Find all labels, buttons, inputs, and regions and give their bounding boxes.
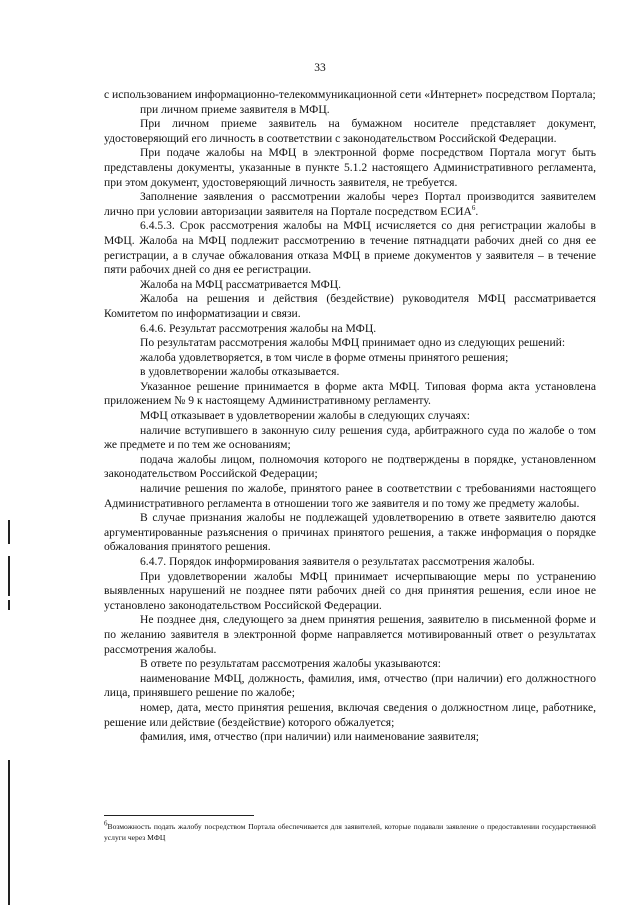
paragraph-text: 6.4.7. Порядок информирования заявителя о результатах рассмотрения жалобы. (140, 555, 535, 568)
paragraph-text: в удовлетворении жалобы отказывается. (140, 365, 340, 379)
paragraph-text: подача жалобы лицом, полномочия которого не подтверждены в порядке, установленном законодательством Российской Федерации; (104, 452, 596, 481)
paragraph-text: В случае признания жалобы не подлежащей удовлетворению в ответе заявителю даются аргументированные разъяснения о причинах принятого решения, а также информация о порядке обжалования принятого решения. (104, 511, 596, 554)
paragraph-text: МФЦ отказывает в удовлетворении жалобы в следующих случаях: (140, 409, 470, 423)
paragraph (104, 278, 596, 293)
paragraph-text: Жалоба на МФЦ рассматривается МФЦ. (140, 277, 342, 291)
paragraph (104, 351, 596, 366)
footnote-text: Возможность подать жалобу посредством Портала обеспечивается для заявителей, которые подавали заявление о предоставлении государственной услуги через МФЦ (104, 822, 596, 842)
paragraph (104, 672, 596, 701)
page-number: 33 (314, 62, 326, 74)
scan-margin-mark (8, 600, 10, 610)
paragraph-text: Указанное решение принимается в форме акта МФЦ. Типовая форма акта установлена приложением № 9 к настоящему Административному регламенту. (104, 379, 596, 408)
paragraph (104, 701, 596, 730)
paragraph (104, 453, 596, 482)
paragraph-text: При личном приеме заявитель на бумажном носителе представляет документ, удостоверяющий его личность в соответствии с законодательством Российской Федерации. (104, 117, 596, 145)
paragraph-text: При удовлетворении жалобы МФЦ принимает исчерпывающие меры по устранению выявленных нарушений не позднее пяти рабочих дней со дня принятия решения, если иное не установлено законодательством Российской Федерации. (104, 569, 596, 612)
paragraph (104, 146, 596, 190)
paragraph-text: 6.4.6. Результат рассмотрения жалобы на МФЦ. (140, 321, 377, 335)
paragraph (104, 88, 596, 103)
footnote (104, 819, 596, 843)
paragraph (104, 730, 596, 745)
paragraph (104, 424, 596, 453)
paragraph-text: фамилия, имя, отчество (при наличии) или наименование заявителя; (140, 730, 480, 744)
paragraph-text: наличие вступившего в законную силу решения суда, арбитражного суда по жалобе о том же предмете и по тем же основаниям; (104, 423, 596, 452)
paragraph (104, 292, 596, 321)
paragraph (104, 409, 596, 424)
paragraph (104, 570, 596, 614)
paragraph (104, 117, 596, 146)
paragraph (104, 103, 596, 118)
paragraph (104, 322, 596, 337)
scan-margin-mark (8, 760, 10, 905)
paragraph-text: По результатам рассмотрения жалобы МФЦ принимает одно из следующих решений: (140, 336, 566, 350)
scan-margin-mark (8, 520, 10, 544)
paragraph (104, 190, 596, 219)
paragraph (104, 365, 596, 380)
paragraph-text: При подаче жалобы на МФЦ в электронной форме посредством Портала могут быть представлены документы, указанные в пункте 5.1.2 настоящего Административного регламента, при этом документ, удостоверяющий личность заявителя, не требуется. (104, 146, 596, 189)
paragraph (104, 219, 596, 277)
paragraph (104, 482, 596, 511)
paragraph (104, 511, 596, 555)
paragraph (104, 336, 596, 351)
body-text (104, 88, 596, 745)
paragraph (104, 657, 596, 672)
paragraph-text: при личном приеме заявителя в МФЦ. (140, 102, 330, 116)
paragraph-text: Жалоба на решения и действия (бездействие) руководителя МФЦ рассматривается Комитетом по информатизации и связи. (104, 292, 596, 320)
paragraph-text: жалоба удовлетворяется, в том числе в форме отмены принятого решения; (140, 350, 509, 364)
footnote-reference: 6 (471, 203, 476, 212)
paragraph-text: 6.4.5.3. Срок рассмотрения жалобы на МФЦ исчисляется со дня регистрации жалобы в МФЦ. Жалоба на МФЦ подлежит рассмотрению в течение пятнадцати рабочих дней со дня ее регистрации, а в случае обжалования отказа МФЦ в приеме документов у заявителя – в течение пяти рабочих дней со дня ее регистрации. (104, 219, 596, 277)
scan-margin-mark (8, 556, 10, 596)
paragraph-text: номер, дата, место принятия решения, включая сведения о должностном лице, работнике, решение или действие (бездействие) которого обжалуется; (104, 700, 596, 729)
paragraph-text: Не позднее дня, следующего за днем принятия решения, заявителю в письменной форме и по желанию заявителя в электронной форме направляется мотивированный ответ о результатах рассмотрения жалобы. (104, 613, 596, 656)
paragraph-text: В ответе по результатам рассмотрения жалобы указываются: (140, 657, 441, 671)
paragraph (104, 380, 596, 409)
paragraph-text: с использованием информационно-телекоммуникационной сети «Интернет» посредством Портала; (104, 88, 596, 101)
paragraph-text: Заполнение заявления о рассмотрении жалобы через Портал производится заявителем лично при условии авторизации заявителя на Портале посредством ЕСИА (104, 190, 596, 218)
footnote-marker: 6 (104, 819, 108, 828)
paragraph (104, 555, 596, 570)
footnote-separator (104, 815, 254, 816)
paragraph (104, 613, 596, 657)
paragraph-text: наименование МФЦ, должность, фамилия, имя, отчество (при наличии) его должностного лица, принявшего решение по жалобе; (104, 671, 596, 700)
paragraph-tail: . (475, 204, 479, 218)
paragraph-text: наличие решения по жалобе, принятого ранее в соответствии с требованиями настоящего Административного регламента в отношении того же заявителя и по тому же предмету жалобы. (104, 482, 596, 510)
